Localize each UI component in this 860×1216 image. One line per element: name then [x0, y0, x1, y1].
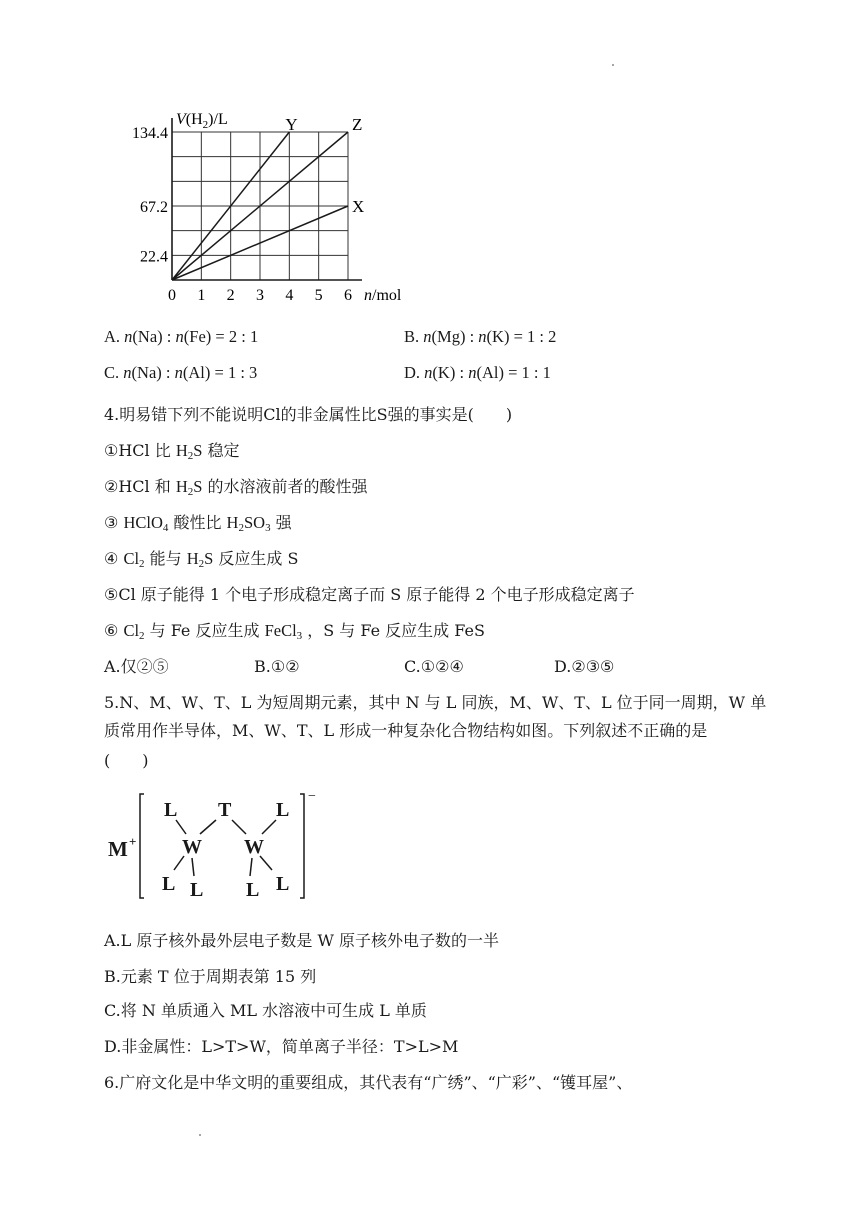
q5-stem-line1: 5.N、M、W、T、L 为短周期元素，其中 N 与 L 同族，M、W、T、L 位于同一周期，W 单	[104, 693, 767, 712]
hydrogen-volume-chart	[120, 104, 420, 304]
q4-option-d: D.②③⑤	[554, 657, 615, 676]
q3-option-c	[104, 362, 257, 384]
x-tick-label: 3	[256, 287, 264, 304]
scan-speck	[199, 1134, 201, 1136]
series-label-Y: Y	[285, 115, 298, 134]
bond	[232, 820, 246, 834]
scan-speck	[612, 64, 614, 66]
bracket-left	[140, 794, 144, 898]
y-tick-label: 134.4	[132, 125, 168, 142]
q6-stem-line1: 6.广府文化是中华文明的重要组成，其代表有“广绣”、“广彩”、“镬耳屋”、	[104, 1073, 633, 1092]
option-expr: n(K) : n(Al) = 1 : 1	[424, 363, 551, 382]
q4-statement-1: ①HCl 比 $H_2S$ 稳定	[104, 441, 240, 462]
q4-statement-4: ④ $Cl_2$ 能与 $H_2S$ 反应生成 S	[104, 549, 299, 570]
cation-label: M	[108, 837, 128, 861]
atom-L: L	[164, 799, 178, 821]
q4-option-a: A.仅②⑤	[104, 657, 169, 676]
y-axis-label: $V(H_2)/L$	[176, 111, 228, 131]
q5-option-c: C.将 N 单质通入 ML 水溶液中可生成 L 单质	[104, 1001, 427, 1020]
atom-L: L	[190, 879, 204, 901]
compound-structure-diagram	[104, 786, 334, 906]
x-tick-label: 0	[168, 287, 176, 304]
x-axis-label: n/mol	[364, 287, 402, 304]
q3-option-a	[104, 326, 258, 348]
atom-L: L	[276, 873, 290, 895]
q3-option-d	[404, 362, 551, 384]
anion-charge: −	[308, 789, 316, 804]
q5-option-b: B.元素 T 位于周期表第 15 列	[104, 967, 317, 986]
atom-W: W	[182, 836, 202, 858]
option-prefix: A.	[104, 327, 121, 346]
y-tick-label: 22.4	[140, 248, 168, 266]
option-prefix: B.	[404, 327, 420, 346]
bond	[260, 856, 272, 870]
y-tick-label: 67.2	[140, 199, 168, 216]
bracket-right	[300, 794, 304, 898]
q4-statement-6: ⑥ $Cl_2$ 与 Fe 反应生成 FeCl$_3$ ，S 与 Fe 反应生成 FeS	[104, 621, 485, 642]
cation-charge: +	[129, 834, 137, 849]
q5-stem-line3: ( )	[104, 751, 149, 770]
bond	[200, 820, 216, 834]
series-label-X: X	[352, 197, 365, 216]
atom-L: L	[162, 873, 176, 895]
q4-option-c: C.①②④	[404, 657, 464, 676]
series-label-Z: Z	[352, 115, 363, 134]
q5-stem-line2: 质常用作半导体，M、W、T、L 形成一种复杂化合物结构如图。下列叙述不正确的是	[104, 721, 708, 740]
q5-option-d: D.非金属性：L>T>W，简单离子半径：T>L>M	[104, 1037, 459, 1056]
x-tick-label: 4	[285, 287, 294, 304]
q4-stem: 4.明易错下列不能说明Cl的非金属性比S强的事实是( )	[104, 405, 513, 424]
q3-option-b	[404, 326, 556, 348]
x-tick-label: 1	[197, 287, 206, 304]
option-prefix: C.	[104, 363, 120, 382]
bond	[262, 820, 276, 834]
option-expr: n(Mg) : n(K) = 1 : 2	[423, 327, 557, 346]
x-tick-label: 5	[314, 287, 323, 304]
bond	[174, 856, 184, 870]
q4-option-b: B.①②	[254, 657, 300, 676]
q4-statement-3: ③ HClO$_4$ 酸性比 $H_2SO_3$ 强	[104, 513, 292, 534]
x-tick-label: 2	[226, 287, 235, 304]
option-expr: n(Na) : n(Fe) = 2 : 1	[124, 327, 259, 346]
option-prefix: D.	[404, 363, 421, 382]
atom-L: L	[246, 879, 260, 901]
x-tick-label: 6	[344, 287, 352, 304]
q4-statement-2: ②HCl 和 $H_2S$ 的水溶液前者的酸性强	[104, 477, 368, 498]
bond	[192, 858, 194, 876]
q5-option-a: A.L 原子核外最外层电子数是 W 原子核外电子数的一半	[104, 931, 499, 950]
bond	[250, 858, 252, 876]
q4-statement-5: ⑤Cl 原子能得 1 个电子形成稳定离子而 S 原子能得 2 个电子形成稳定离子	[104, 585, 635, 604]
atom-W: W	[244, 836, 264, 858]
bond	[176, 820, 186, 834]
atom-T: T	[218, 799, 232, 821]
option-expr: n(Na) : n(Al) = 1 : 3	[123, 363, 258, 382]
atom-L: L	[276, 799, 290, 821]
